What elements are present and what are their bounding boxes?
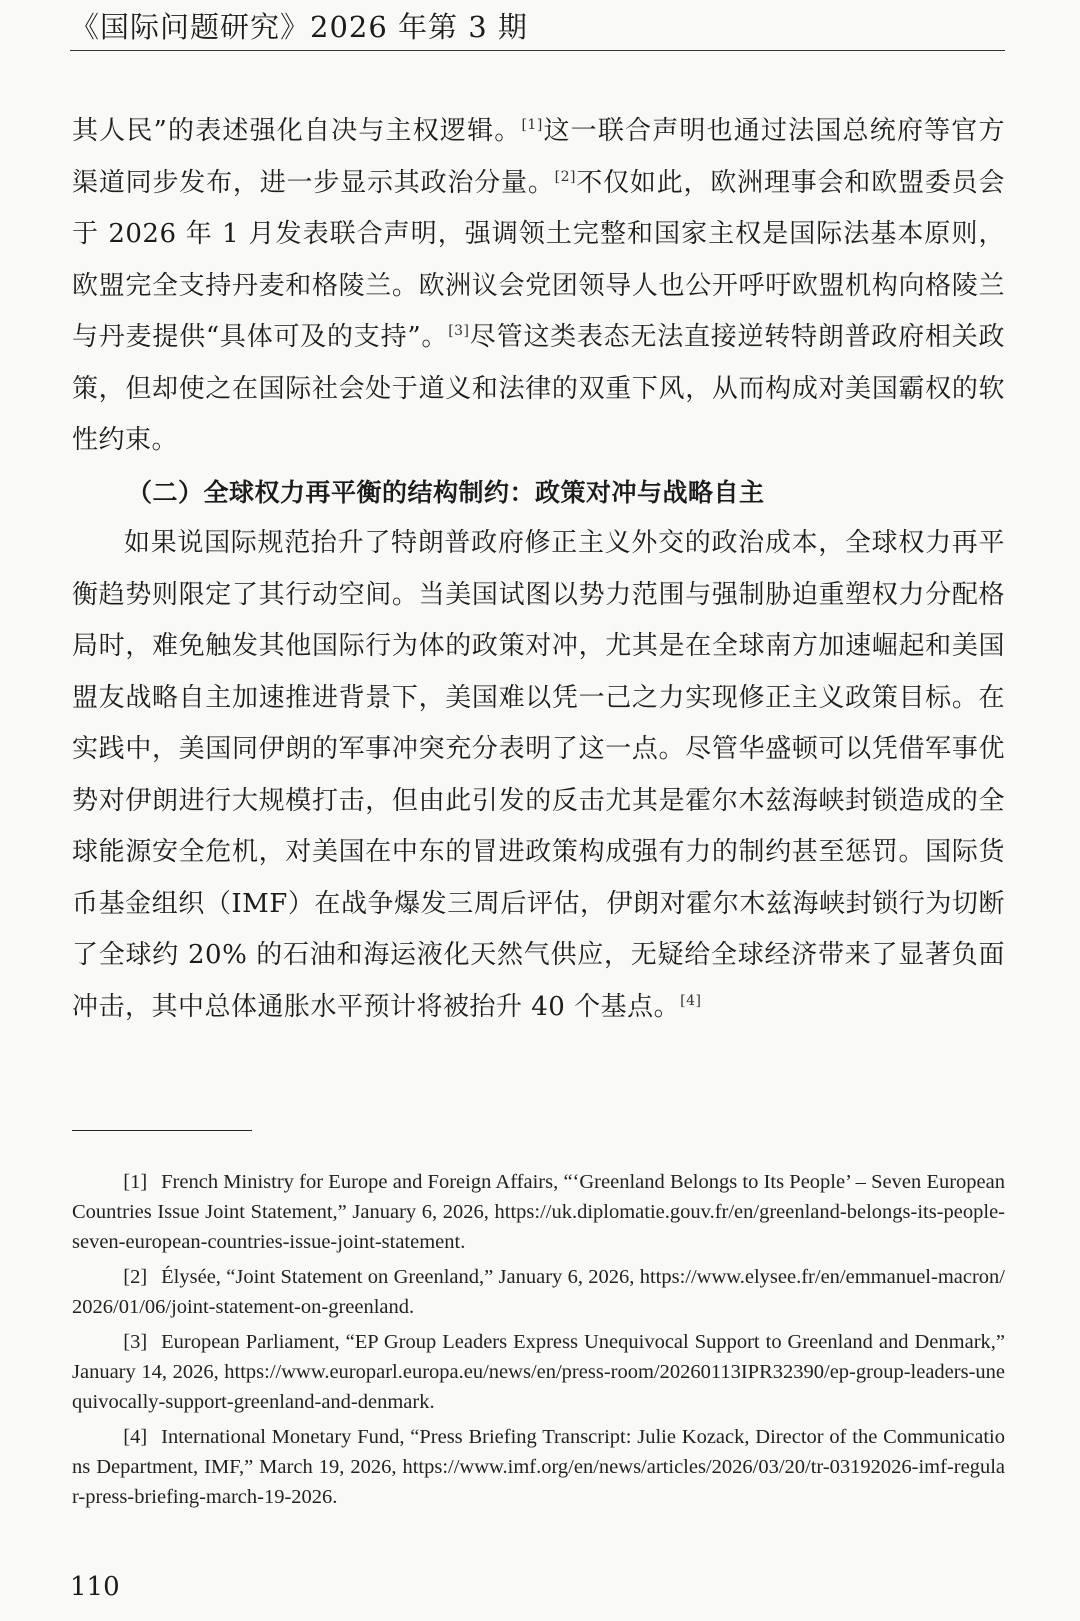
paragraph-power-rebalance: [72, 518, 1005, 1033]
footnote-number: [1]: [123, 1171, 148, 1193]
footnote-item: [72, 1167, 1005, 1257]
footnote-text: International Monetary Fund, “Press Briefing Transcript: Julie Kozack, Director of the Communications Department, IMF,” March 19, 2026, https://www.imf.org/en/news/articles/2026/03/20/tr-03192026-imf-regular-press-briefing-march-19-2026.: [72, 1426, 1005, 1508]
footnote-number: [2]: [123, 1266, 148, 1288]
page-number: 110: [70, 1572, 120, 1602]
journal-header: 《国际问题研究》2026 年第 3 期: [70, 10, 1005, 51]
footnote-item: [72, 1262, 1005, 1322]
paragraph-text: 不仅如此，欧洲理事会和欧盟委员会于 2026 年 1 月发表联合声明，强调领土完整和国家主权是国际法基本原则，欧盟完全支持丹麦和格陵兰。欧洲议会党团领导人也公开呼吁欧盟机构向格陵兰与丹麦提供“具体可及的支持”。: [72, 167, 1005, 352]
footnote-ref-4[interactable]: [4]: [680, 992, 702, 1009]
footnote-divider: [72, 1130, 252, 1131]
footnotes: [72, 1167, 1005, 1517]
paragraph-text: 尽管这类表态无法直接逆转特朗普政府相关政策，但却使之在国际社会处于道义和法律的双重下风，从而构成对美国霸权的软性约束。: [72, 322, 1005, 455]
footnote-number: [4]: [123, 1426, 148, 1448]
footnote-number: [3]: [123, 1331, 148, 1353]
footnote-text: European Parliament, “EP Group Leaders Express Unequivocal Support to Greenland and Denmark,” January 14, 2026, https://www.europarl.europa.eu/news/en/press-room/20260113IPR32390/ep-group-leaders-unequivocally-support-greenland-and-denmark.: [72, 1331, 1005, 1413]
paragraph-greenland: [72, 106, 1005, 467]
footnote-text: Élysée, “Joint Statement on Greenland,” January 6, 2026, https://www.elysee.fr/en/emmanuel-macron/2026/01/06/joint-statement-on-greenland.: [72, 1266, 1005, 1318]
section-heading: （二）全球权力再平衡的结构制约：政策对冲与战略自主: [127, 477, 765, 507]
paragraph-text: 这一联合声明也通过法国总统府等官方渠道同步发布，进一步显示其政治分量。: [72, 116, 1005, 198]
footnote-ref-1[interactable]: [1]: [521, 117, 543, 133]
footnote-item: [72, 1327, 1005, 1417]
footnote-ref-3[interactable]: [3]: [448, 323, 470, 339]
footnote-ref-2[interactable]: [2]: [554, 168, 576, 185]
footnote-item: [72, 1422, 1005, 1512]
paragraph-text: 其人民”的表述强化自决与主权逻辑。: [72, 116, 522, 146]
paragraph-text: 如果说国际规范抬升了特朗普政府修正主义外交的政治成本，全球权力再平衡趋势则限定了其行动空间。当美国试图以势力范围与强制胁迫重塑权力分配格局时，难免触发其他国际行为体的政策对冲，尤其是在全球南方加速崛起和美国盟友战略自主加速推进背景下，美国难以凭一己之力实现修正主义政策目标。在实践中，美国同伊朗的军事冲突充分表明了这一点。尽管华盛顿可以凭借军事优势对伊朗进行大规模打击，但由此引发的反击尤其是霍尔木兹海峡封锁造成的全球能源安全危机，对美国在中东的冒进政策构成强有力的制约甚至惩罚。国际货币基金组织（IMF）在战争爆发三周后评估，伊朗对霍尔木兹海峡封锁行为切断了全球约 20% 的石油和海运液化天然气供应，无疑给全球经济带来了显著负面冲击，其中总体通胀水平预计将被抬升 40 个基点。: [72, 528, 1005, 1022]
body-text: [72, 106, 1005, 1033]
footnote-text: French Ministry for Europe and Foreign Affairs, “‘Greenland Belongs to Its People’ – Seven European Countries Issue Joint Statement,” January 6, 2026, https://uk.diplomatie.gouv.fr/en/greenland-belongs-its-people-seven-european-countries-issue-joint-statement.: [72, 1171, 1005, 1253]
